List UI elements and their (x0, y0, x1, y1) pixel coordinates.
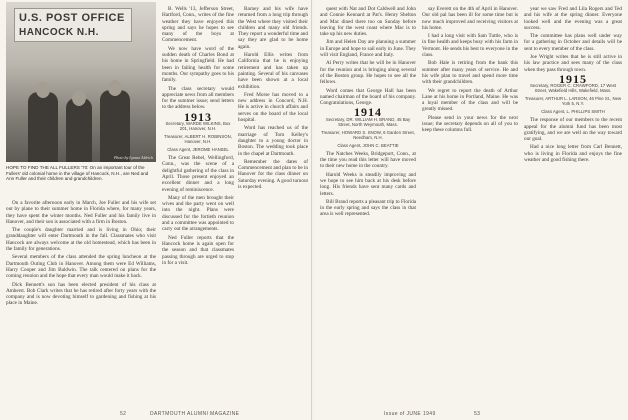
issue-title: Issue of JUNE 1949 (384, 411, 436, 417)
left-col-1 (6, 200, 156, 309)
left-col-3 (238, 6, 308, 192)
class-secretary: Secretary, ROGER C. CRAWFORD, 17 West Street, Wakefield Hills, Wakefield, Mass. (529, 83, 617, 94)
paragraph: The couple's daughter married and is living in Ohio; their granddaughter will enter Dartmouth in the fall. Classmates who visit Hancock are always welcome at the old homestead, which has been in the family for generations. (6, 227, 156, 253)
right-page (314, 0, 628, 420)
paragraph: quest with Nat and Dot Caldwell and John and Connie Kennard at Pat's. Henry Shelton and Mac dined there too on Sunday before leaving for the west coast where Mac is to take up his new duties. (320, 6, 416, 38)
photo-caption: HOPE TO FIND THE ALL FULLERS '70: On an important tour of the Fullers' old colonial home in the village of Hancock, N.H., are Ned and Ann Fuller and their children and grandchildren. (6, 165, 149, 182)
paragraph: Jim and Helen Day are planning a summer in Europe and hope to sail early in June. They will visit England, France and Italy. (320, 39, 416, 59)
page-number: 53 (474, 411, 481, 417)
person-head (72, 90, 86, 106)
paragraph: I had a long visit with Sam Tuttle, who is in fine health and keeps busy with his farm in Vermont. He sends his best to everyone in the class. (422, 33, 518, 59)
left-col-2 (162, 6, 234, 268)
left-page (0, 0, 312, 420)
photo-credit: Photo by Lyman Aldrich (113, 155, 153, 160)
paragraph: Harold Weeks is steadily improving and we hope to see him back at his desk before long. His friends have sent many cards and letters. (320, 171, 416, 197)
right-col-1 (320, 6, 416, 220)
paragraph: Word has reached us of the marriage of Tom Kelley's daughter to a young doctor in Boston. The wedding took place in the chapel at Dartmouth. (238, 125, 308, 157)
paragraph: On a favorite afternoon early in March, Joe Fuller and his wife set out by plane to their summer home in Florida where, for many years, they have spent the winter months. Ned Fuller and his family live in Hanover, and their son is associated with a firm in Boston. (6, 200, 156, 225)
paragraph: The Great Rebel, Wellingford, Conn., was the scene of a delightful gathering of the class in April. Those present enjoyed an excellent dinner and a long evening of reminiscence. (162, 155, 234, 193)
paragraph: B. Wells '13, Jefferson Street, Hartford, Conn., writes of the fine weather they have enjoyed this spring and says he hopes to see many of the boys at Commencement. (162, 6, 234, 44)
class-secretary: Secretary, DR. WILLIAM H. BRAND, 45 Bay Street, North Weymouth, Mass. (325, 116, 411, 127)
paragraph: The Natches Weeks, Bridgeport, Conn., at the time you read this letter will have moved to their new home in the country. (320, 150, 416, 170)
class-treasurer: Treasurer, ALBERT H. ROBINSON, Hanover, N.H. (164, 134, 232, 145)
paragraph: Fred Morse has moved to a new address in Concord, N.H. He is active in church affairs and serves on the board of the local hospital. (238, 91, 308, 124)
post-office-sign (14, 8, 132, 42)
paragraph: Bob Hale is retiring from the bank this summer after many years of service. He and his wife plan to travel and spend more time with their grandchildren. (422, 60, 518, 86)
paragraph: Dick Bennett's son has been elected president of his class at Amherst. Bob Clark writes that he has retired after forty years with the company and is now devoting himself to gardening and fishing at his place in Maine. (6, 281, 156, 307)
paragraph: Bill Brand reports a pleasant trip to Florida in the early spring and says the class in that area is well represented. (320, 198, 416, 218)
sign-line-2: HANCOCK N.H. (19, 27, 99, 38)
magazine-title: DARTMOUTH ALUMNI MAGAZINE (150, 411, 240, 417)
person-head (108, 80, 122, 96)
page-number: 52 (120, 411, 127, 417)
paragraph: Please send in your news for the next issue; the secretary depends on all of you to keep these columns full. (422, 114, 518, 134)
paragraph: year we saw Fred and Lila Rogers and Ted and his wife at the spring dinner. Everyone looked well and the evening was a great success. (524, 6, 622, 31)
post-office-photo (6, 2, 156, 162)
class-agent: Class Agent, L. PHILLIPS SMITH (541, 109, 605, 115)
paragraph: Had a nice long letter from Carl Bennett, who is living in Florida and enjoys the fine weather and good fishing there. (524, 144, 622, 164)
class-secretary: Secretary, WARDE WILKINS, Box 201, Hanover, N.H. (165, 121, 231, 132)
paragraph: Harold Ellis writes from California that he is enjoying retirement and has taken up painting. Several of his canvases have been shown at a local exhibition. (238, 52, 308, 90)
paragraph: Remember the dates of Commencement and plan to be in Hanover for the class dinner on Saturday evening. A good turnout is expected. (238, 158, 308, 191)
paragraph: Word comes that George Hall has been named chairman of the board of his company. Congratulations, George. (320, 87, 416, 107)
paragraph: We now have word of the sudden death of Charles Bond at his home in Springfield. He had been in failing health for some months. Our sympathy goes to his family. (162, 45, 234, 84)
paragraph: The committee has plans well under way for a gathering in October and details will be sent to every member of the class. (524, 33, 622, 52)
class-agent: Class Agent, JOHN C. BEATTIE (337, 142, 399, 148)
person-figure (100, 90, 130, 162)
paragraph: We regret to report the death of Arthur Lane at his home in Portland, Maine. He was a loyal member of the class and will be greatly missed. (422, 87, 518, 113)
right-col-2 (422, 6, 518, 136)
person-figure (28, 92, 58, 162)
paragraph: The response of our members to the recent appeal for the alumni fund has been most gratifying, and we are well on the way toward our goal. (524, 117, 622, 143)
paragraph: Joe Wright writes that he is still active in his law practice and sees many of the class when they pass through town. (524, 54, 622, 73)
paragraph: Many of the men brought their wives and the party went on well into the night. Plans were discussed for the fortieth reunion and a committee was appointed to carry out the arrangements. (162, 194, 234, 233)
class-year-heading: 1913 (184, 109, 212, 124)
paragraph: Al Perry writes that he will be in Hanover for the reunion and is bringing along several of the Boston group. He hopes to see all the fellows. (320, 60, 416, 86)
paragraph: The class secretary would appreciate news from all members for the summer issue; send letters to the address below. (162, 85, 234, 111)
paragraph: say Everett on the 4th of April in Hanover. Our old pal has been ill for some time but is now much improved and receiving visitors at his home. (422, 6, 518, 31)
paragraph: Several members of the class attended the spring luncheon at the Dartmouth Outing Club in Hanover. Among them were Ed Williams, Harry Cooper and Jim Baldwin. The talk centered on plans for the coming reunion and the hope that every man would make it back. (6, 254, 156, 280)
paragraph: Ned Fuller reports that the Hancock home is again open for the season and that classmates passing through are urged to stop in for a visit. (162, 234, 234, 266)
class-year-heading: 1915 (559, 71, 587, 86)
sign-line-1: U.S. POST OFFICE (19, 12, 125, 24)
paragraph: Barney and his wife have returned from a long trip through the West where they visited their children and many old friends. They report a wonderful time and say they are glad to be home again. (238, 6, 308, 50)
right-col-3 (524, 6, 622, 165)
class-agent: Class Agent, JEROME HANSEL (167, 147, 229, 153)
class-treasurer: Treasurer, ARTHUR L. LARSON, 46 Pine St., New York 5, N.Y. (524, 96, 622, 107)
person-head (36, 82, 50, 98)
class-treasurer: Treasurer, HOWARD S. SNOW, 6 Garden Street, Needham, N.H. (321, 129, 415, 140)
person-figure (66, 98, 92, 162)
class-year-heading: 1914 (354, 105, 382, 120)
